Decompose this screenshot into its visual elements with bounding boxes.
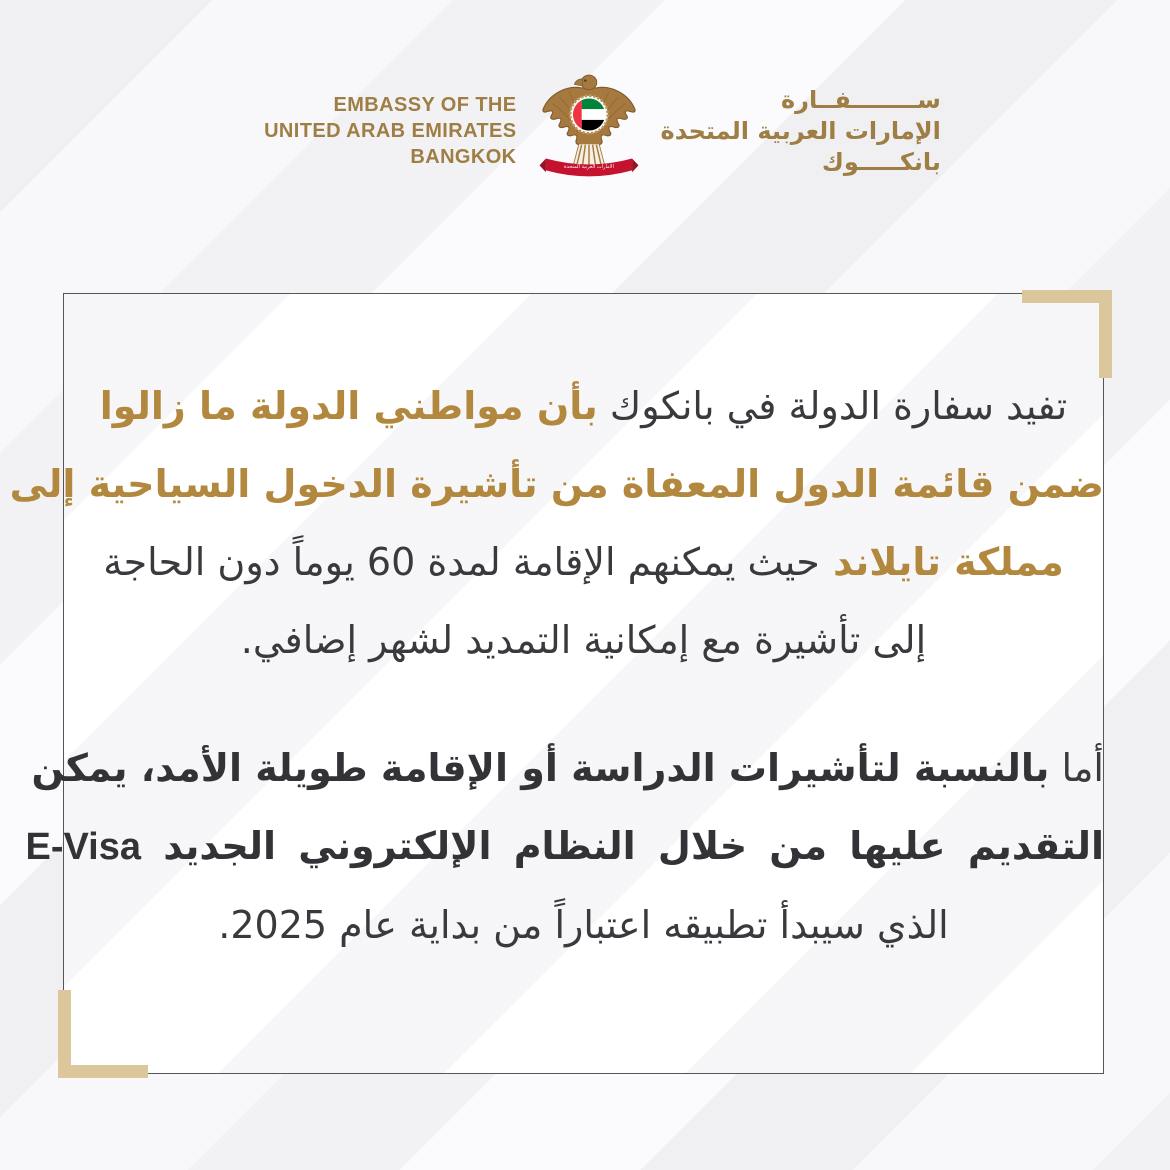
notice-line (25, 807, 1104, 886)
text-segment-highlight: ضمن قائمة الدول المعفاة من تأشيرة الدخول السياحية إلى (9, 462, 1104, 506)
emblem-banner-text: الامارات العربية المتحدة (563, 164, 614, 171)
embassy-en-line1: EMBASSY OF THE (333, 94, 517, 116)
falcon-head (581, 75, 597, 90)
notice-text (9, 293, 1104, 964)
embassy-header (35, 66, 1170, 196)
notice-line (9, 445, 1104, 523)
gold-corner-bottom-left (58, 990, 148, 1078)
text-segment-bold: التقديم عليها من خلال النظام الإلكتروني الجديد (140, 824, 1104, 868)
embassy-ar-line3: بانكـــــوك (821, 147, 941, 176)
embassy-ar-line1: ســــــــفــارة (781, 85, 941, 114)
banner-fold-left (539, 159, 545, 173)
embassy-name-english (264, 92, 516, 170)
falcon-beak (574, 79, 582, 86)
text-segment-highlight: مملكة تايلاند (819, 540, 1064, 584)
evisa-label: E-Visa (25, 826, 141, 868)
embassy-name-arabic (661, 85, 941, 178)
embassy-en-line2: UNITED ARAB EMIRATES (264, 120, 517, 142)
embassy-ar-line2: الإمارات العربية المتحدة (660, 116, 941, 145)
text-segment: أما (1049, 746, 1104, 790)
banner-fold-right (632, 159, 638, 173)
notice-line (31, 729, 1104, 807)
text-segment: الذي سيبدأ تطبيقه اعتباراً من بداية عام 2025. (218, 903, 949, 947)
paragraph-visa-exemption (9, 367, 1104, 679)
uae-falcon-emblem-icon (534, 66, 644, 196)
notice-line (63, 367, 1104, 445)
notice-line (63, 601, 1104, 679)
text-segment: حيث يمكنهم الإقامة لمدة 60 يوماً دون الحاجة (103, 540, 820, 584)
text-segment: تفيد سفارة الدولة في بانكوك (597, 384, 1068, 428)
notice-line (63, 886, 1104, 964)
falcon-eye (584, 79, 586, 81)
text-segment: إلى تأشيرة مع إمكانية التمديد لشهر إضافي. (240, 618, 927, 662)
paragraph-evisa (25, 729, 1104, 964)
text-segment-bold: بالنسبة لتأشيرات الدراسة أو الإقامة طويلة الأمد، يمكن (31, 746, 1050, 790)
text-segment-highlight: بأن مواطني الدولة ما زالوا (99, 384, 598, 428)
embassy-en-line3: BANGKOK (410, 146, 517, 168)
notice-line (63, 523, 1104, 601)
